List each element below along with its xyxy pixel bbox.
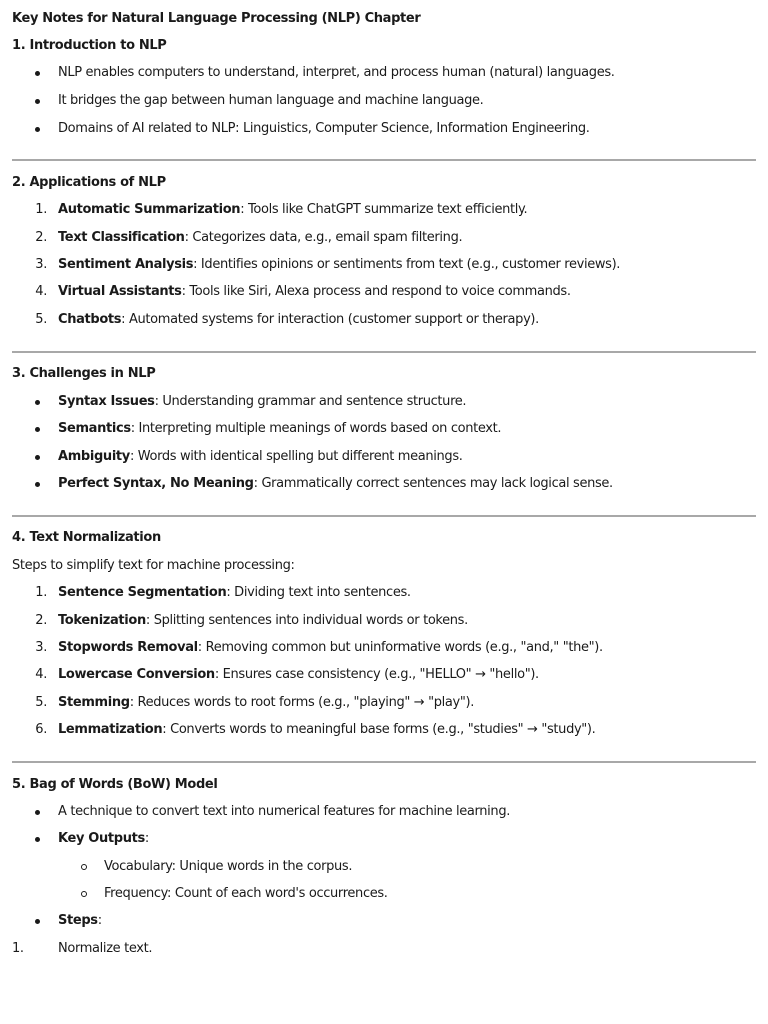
item-number: 3. <box>35 640 47 655</box>
numbered-item <box>0 282 768 302</box>
item-number: 6. <box>35 722 47 737</box>
numbered-item <box>0 939 768 959</box>
item-number: 4. <box>35 284 47 299</box>
bullet-icon <box>35 427 40 432</box>
item-description: : Tools like ChatGPT summarize text efficiently. <box>240 202 528 217</box>
numbered-item <box>0 720 768 740</box>
item-number: 5. <box>35 695 47 710</box>
document-title: Key Notes for Natural Language Processing (NLP) Chapter <box>12 11 421 26</box>
circle-bullet-icon <box>81 864 87 870</box>
list-item <box>0 91 768 111</box>
list-item <box>0 119 768 139</box>
numbered-item <box>0 665 768 685</box>
item-number: 1. <box>35 202 47 217</box>
bullet-icon <box>35 482 40 487</box>
item-description: : <box>97 913 102 928</box>
item-term: Perfect Syntax, No Meaning <box>58 476 254 491</box>
bullet-icon <box>35 127 40 132</box>
item-term: Lowercase Conversion <box>58 667 215 682</box>
item-number: 2. <box>35 230 47 245</box>
list-item-text: A technique to convert text into numerical features for machine learning. <box>58 804 511 819</box>
numbered-item <box>0 228 768 248</box>
section-heading-introduction: 1. Introduction to NLP <box>12 38 167 53</box>
bullet-icon <box>35 919 40 924</box>
list-item <box>0 392 768 412</box>
item-description: : Converts words to meaningful base forms (e.g., "studies" → "study"). <box>162 722 596 737</box>
section-heading-applications: 2. Applications of NLP <box>12 175 166 190</box>
sub-list-item-text: Vocabulary: Unique words in the corpus. <box>104 859 353 874</box>
sub-list-item <box>0 884 768 904</box>
item-description: : <box>144 831 149 846</box>
item-term: Lemmatization <box>58 722 163 737</box>
item-description: : Words with identical spelling but different meanings. <box>129 449 463 464</box>
section-heading-normalization: 4. Text Normalization <box>12 530 161 545</box>
bullet-icon <box>35 810 40 815</box>
item-term: Sentence Segmentation <box>58 585 227 600</box>
item-description: : Automated systems for interaction (customer support or therapy). <box>121 312 539 327</box>
section-divider <box>12 159 756 161</box>
item-number: 2. <box>35 613 47 628</box>
section-divider <box>12 351 756 353</box>
item-term: Virtual Assistants <box>58 284 182 299</box>
numbered-item <box>0 693 768 713</box>
list-item-text: Domains of AI related to NLP: Linguistics, Computer Science, Information Engineering. <box>58 121 590 136</box>
item-number: 3. <box>35 257 47 272</box>
bullet-icon <box>35 99 40 104</box>
list-item <box>0 911 768 931</box>
numbered-item <box>0 638 768 658</box>
sub-list-item-text: Frequency: Count of each word's occurrences. <box>104 886 388 901</box>
item-term: Steps <box>58 913 98 928</box>
item-number: 4. <box>35 667 47 682</box>
section-heading-bag-of-words: 5. Bag of Words (BoW) Model <box>12 777 218 792</box>
item-term: Semantics <box>58 421 131 436</box>
item-description: : Dividing text into sentences. <box>226 585 411 600</box>
section-heading-challenges: 3. Challenges in NLP <box>12 366 156 381</box>
list-item <box>0 802 768 822</box>
numbered-item <box>0 611 768 631</box>
item-term: Text Classification <box>58 230 185 245</box>
bullet-icon <box>35 455 40 460</box>
item-term: Stopwords Removal <box>58 640 198 655</box>
item-description: : Grammatically correct sentences may lack logical sense. <box>253 476 613 491</box>
section-divider <box>12 761 756 763</box>
item-description: : Tools like Siri, Alexa process and respond to voice commands. <box>181 284 571 299</box>
item-term: Syntax Issues <box>58 394 155 409</box>
list-item <box>0 474 768 494</box>
section-intro-text: Steps to simplify text for machine processing: <box>12 558 295 573</box>
item-description: : Reduces words to root forms (e.g., "playing" → "play"). <box>129 695 474 710</box>
list-item <box>0 419 768 439</box>
item-description: : Understanding grammar and sentence structure. <box>154 394 467 409</box>
item-description: : Ensures case consistency (e.g., "HELLO" → "hello"). <box>214 667 539 682</box>
bullet-icon <box>35 400 40 405</box>
item-term: Chatbots <box>58 312 122 327</box>
numbered-item <box>0 310 768 330</box>
list-item <box>0 63 768 83</box>
numbered-item <box>0 200 768 220</box>
item-number: 1. <box>35 585 47 600</box>
item-term: Sentiment Analysis <box>58 257 194 272</box>
item-description: : Removing common but uninformative words (e.g., "and," "the"). <box>197 640 603 655</box>
circle-bullet-icon <box>81 891 87 897</box>
item-term: Key Outputs <box>58 831 145 846</box>
list-item-text: NLP enables computers to understand, interpret, and process human (natural) languages. <box>58 65 615 80</box>
item-term: Tokenization <box>58 613 146 628</box>
section-divider <box>12 515 756 517</box>
list-item <box>0 447 768 467</box>
numbered-item <box>0 583 768 603</box>
item-description: : Interpreting multiple meanings of words based on context. <box>130 421 502 436</box>
item-description: : Categorizes data, e.g., email spam filtering. <box>184 230 463 245</box>
item-description: : Identifies opinions or sentiments from text (e.g., customer reviews). <box>193 257 621 272</box>
item-number: 5. <box>35 312 47 327</box>
numbered-item <box>0 255 768 275</box>
item-number: 1. <box>12 941 24 956</box>
item-description: Normalize text. <box>58 941 153 956</box>
item-term: Ambiguity <box>58 449 130 464</box>
bullet-icon <box>35 71 40 76</box>
list-item-text: It bridges the gap between human language and machine language. <box>58 93 484 108</box>
list-item <box>0 829 768 849</box>
item-description: : Splitting sentences into individual words or tokens. <box>145 613 468 628</box>
item-term: Stemming <box>58 695 130 710</box>
item-term: Automatic Summarization <box>58 202 241 217</box>
bullet-icon <box>35 837 40 842</box>
sub-list-item <box>0 857 768 877</box>
